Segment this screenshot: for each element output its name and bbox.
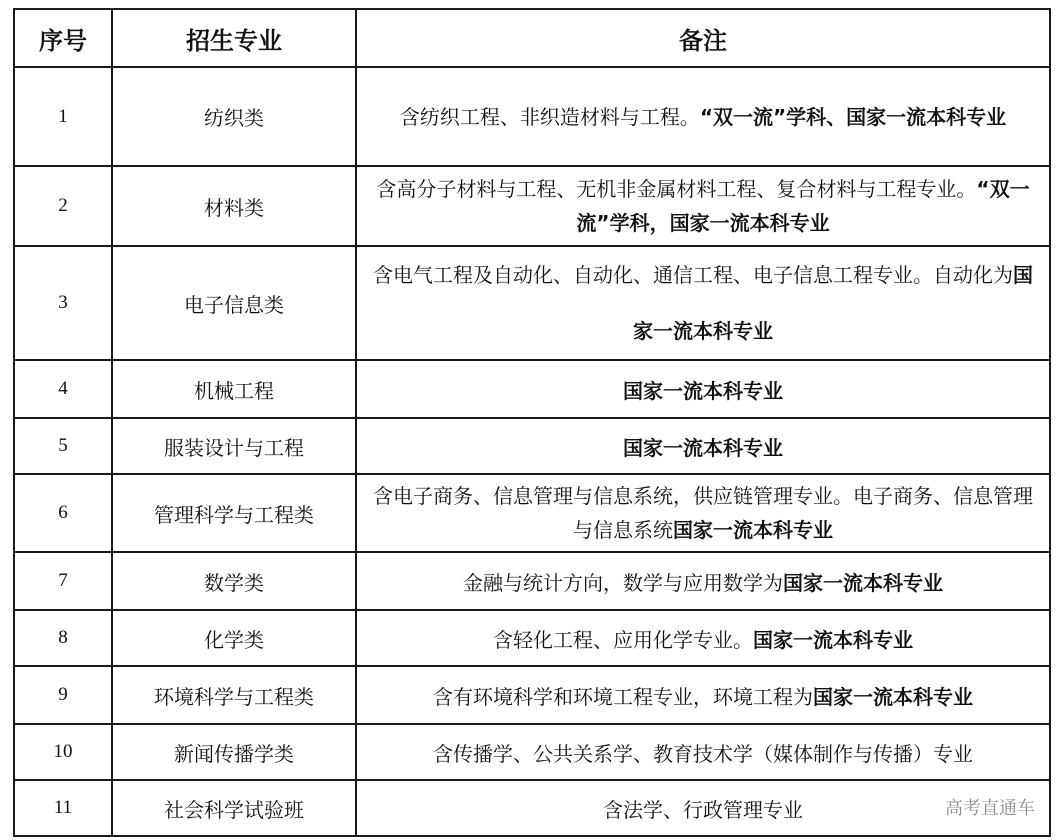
row-note — [356, 67, 1050, 166]
header-note: 备注 — [356, 9, 1050, 67]
note-highlight: “双一流”学科，国家一流本科专业 — [576, 177, 1030, 235]
note-plain: 含传播学、公共关系学、教育技术学（媒体制作与传播）专业 — [433, 741, 973, 766]
header-index: 序号 — [14, 9, 112, 67]
note-plain: 含电子商务、信息管理与信息系统，供应链管理专业。电子商务、信息管理与信息系统 — [373, 484, 1033, 542]
table-row — [14, 474, 1050, 552]
note-plain: 含法学、行政管理专业 — [603, 797, 803, 822]
table-row — [14, 67, 1050, 166]
header-major: 招生专业 — [112, 9, 356, 67]
note-plain: 含电气工程及自动化、自动化、通信工程、电子信息工程专业。自动化为 — [373, 263, 1013, 287]
row-note — [356, 166, 1050, 246]
table-row — [14, 610, 1050, 666]
row-index: 6 — [14, 474, 112, 552]
row-index: 2 — [14, 166, 112, 246]
row-note — [356, 610, 1050, 666]
note-highlight: 国家一流本科专业 — [633, 263, 1033, 343]
row-index: 11 — [14, 780, 112, 836]
row-major: 服装设计与工程 — [112, 418, 356, 474]
note-highlight: “双一流”学科、国家一流本科专业 — [699, 104, 1007, 129]
row-index: 10 — [14, 724, 112, 780]
table-row — [14, 360, 1050, 418]
table-row — [14, 724, 1050, 780]
note-plain: 金融与统计方向，数学与应用数学为 — [463, 570, 783, 595]
note-plain: 含轻化工程、应用化学专业。 — [493, 627, 753, 652]
table-row — [14, 166, 1050, 246]
row-major: 管理科学与工程类 — [112, 474, 356, 552]
admissions-major-table — [13, 8, 1051, 837]
row-note — [356, 246, 1050, 360]
row-index: 9 — [14, 666, 112, 724]
row-major: 纺织类 — [112, 67, 356, 166]
table-row — [14, 552, 1050, 610]
note-highlight: 国家一流本科专业 — [623, 435, 783, 460]
row-note — [356, 724, 1050, 780]
row-major: 社会科学试验班 — [112, 780, 356, 836]
row-index: 7 — [14, 552, 112, 610]
note-plain: 含有环境科学和环境工程专业，环境工程为 — [433, 684, 813, 709]
row-note — [356, 418, 1050, 474]
row-major: 电子信息类 — [112, 246, 356, 360]
table-row — [14, 246, 1050, 360]
header-row — [14, 9, 1050, 67]
note-highlight: 国家一流本科专业 — [783, 570, 943, 595]
note-plain: 含高分子材料与工程、无机非金属材料工程、复合材料与工程专业。 — [376, 177, 977, 201]
row-note — [356, 552, 1050, 610]
note-highlight: 国家一流本科专业 — [753, 627, 913, 652]
row-major: 机械工程 — [112, 360, 356, 418]
note-highlight: 国家一流本科专业 — [813, 684, 973, 709]
row-index: 5 — [14, 418, 112, 474]
row-major: 化学类 — [112, 610, 356, 666]
watermark-text: 高考直通车 — [945, 798, 1035, 819]
table-row — [14, 418, 1050, 474]
note-highlight: 国家一流本科专业 — [623, 378, 783, 403]
row-major: 数学类 — [112, 552, 356, 610]
row-index: 8 — [14, 610, 112, 666]
row-note — [356, 666, 1050, 724]
table-row — [14, 666, 1050, 724]
row-major: 环境科学与工程类 — [112, 666, 356, 724]
note-highlight: 国家一流本科专业 — [673, 518, 833, 542]
row-note — [356, 360, 1050, 418]
row-index: 3 — [14, 246, 112, 360]
row-note — [356, 474, 1050, 552]
table-row — [14, 780, 1050, 836]
row-index: 1 — [14, 67, 112, 166]
note-plain: 含纺织工程、非织造材料与工程。 — [399, 104, 700, 129]
row-major: 新闻传播学类 — [112, 724, 356, 780]
row-major: 材料类 — [112, 166, 356, 246]
row-index: 4 — [14, 360, 112, 418]
